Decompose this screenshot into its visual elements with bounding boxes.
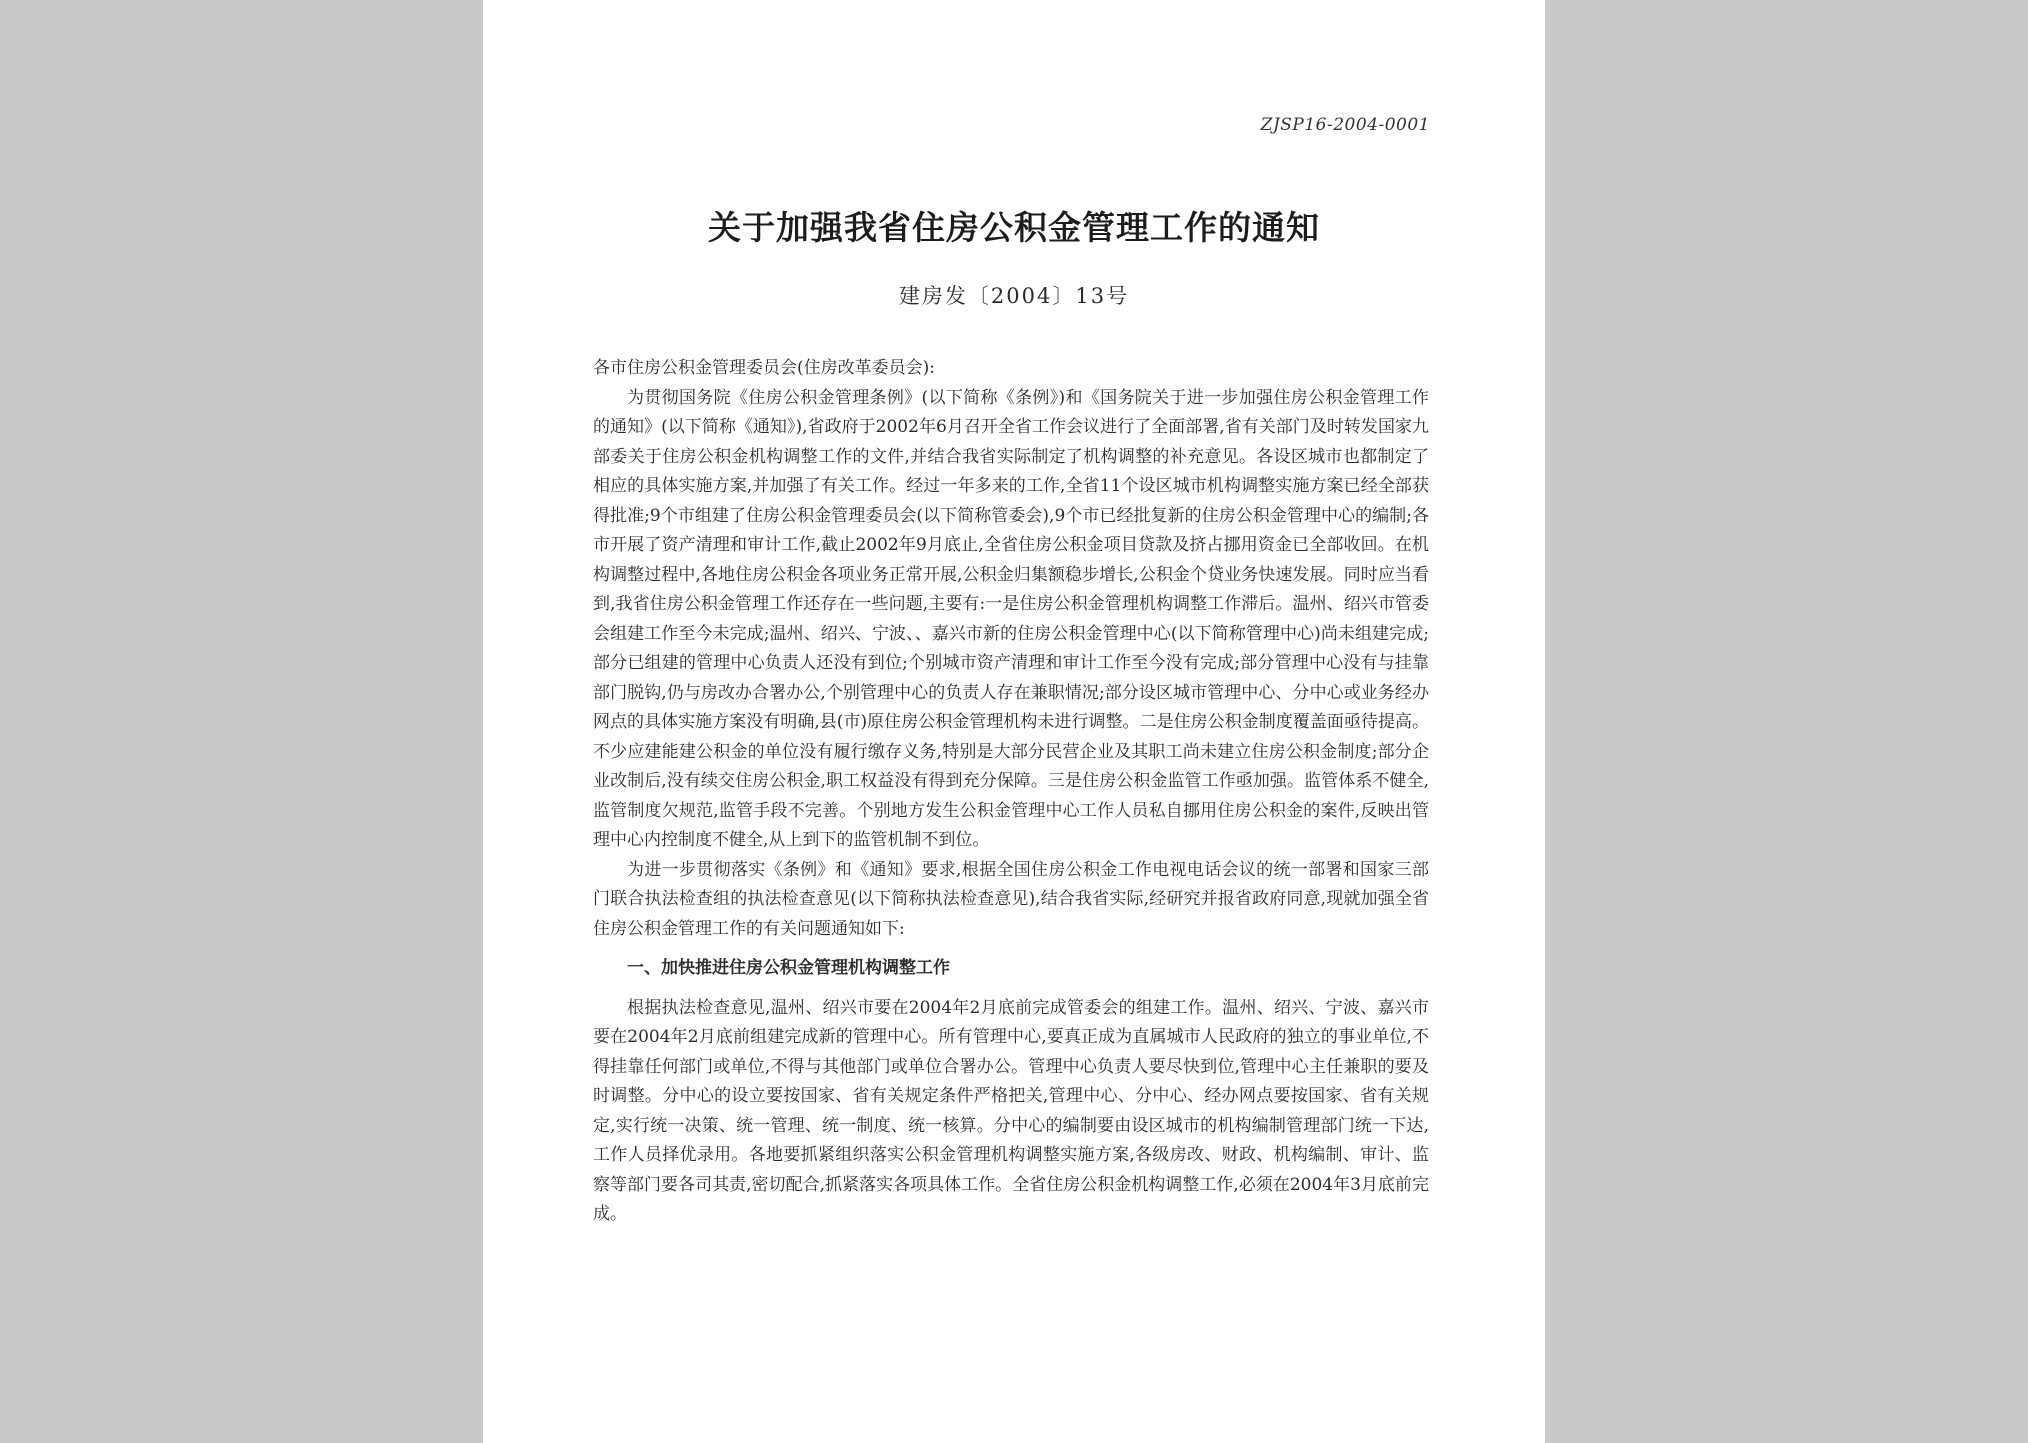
document-title: 关于加强我省住房公积金管理工作的通知: [708, 208, 1320, 247]
paragraph: 为进一步贯彻落实《条例》和《通知》要求,根据全国住房公积金工作电视电话会议的统一部署和国家三部门联合执法检查组的执法检查意见(以下简称执法检查意见),结合我省实际,经研究并报省政府同意,现就加强全省住房公积金管理工作的有关问题通知如下:: [593, 859, 1429, 939]
document-number: 建房发〔2004〕13号: [898, 284, 1130, 308]
paragraph: 为贯彻国务院《住房公积金管理条例》(以下简称《条例》)和《国务院关于进一步加强住房公积金管理工作的通知》(以下简称《通知》),省政府于2002年6月召开全省工作会议进行了全面部署,省有关部门及时转发国家九部委关于住房公积金机构调整工作的文件,并结合我省实际制定了机构调整的补充意见。各设区城市也都制定了相应的具体实施方案,并加强了有关工作。经过一年多来的工作,全省11个设区城市机构调整实施方案已经全部获得批准;9个市组建了住房公积金管理委员会(以下简称管委会),9个市已经批复新的住房公积金管理中心的编制;各市开展了资产清理和审计工作,截止2002年9月底止,全省住房公积金项目贷款及挤占挪用资金已全部收回。在机构调整过程中,各地住房公积金各项业务正常开展,公积金归集额稳步增长,公积金个贷业务快速发展。同时应当看到,我省住房公积金管理工作还存在一些问题,主要有:一是住房公积金管理机构调整工作滞后。温州、绍兴市管委会组建工作至今未完成;温州、绍兴、宁波、、嘉兴市新的住房公积金管理中心(以下简称管理中心)尚未组建完成;部分已组建的管理中心负责人还没有到位;个别城市资产清理和审计工作至今没有完成;部分管理中心没有与挂靠部门脱钩,仍与房改办合署办公,个别管理中心的负责人存在兼职情况;部分设区城市管理中心、分中心或业务经办网点的具体实施方案没有明确,县(市)原住房公积金管理机构未进行调整。二是住房公积金制度覆盖面亟待提高。不少应建能建公积金的单位没有履行缴存义务,特别是大部分民营企业及其职工尚未建立住房公积金制度;部分企业改制后,没有续交住房公积金,职工权益没有得到充分保障。三是住房公积金监管工作亟加强。监管体系不健全,监管制度欠规范,监管手段不完善。个别地方发生公积金管理中心工作人员私自挪用住房公积金的案件,反映出管理中心内控制度不健全,从上到下的监管机制不到位。: [593, 387, 1429, 850]
section-heading: 一、加快推进住房公积金管理机构调整工作: [627, 958, 950, 978]
document-code: ZJSP16-2004-0001: [1260, 115, 1430, 135]
section-paragraph: 根据执法检查意见,温州、绍兴市要在2004年2月底前完成管委会的组建工作。温州、绍兴、宁波、嘉兴市要在2004年2月底前组建完成新的管理中心。所有管理中心,要真正成为直属城市人民政府的独立的事业单位,不得挂靠任何部门或单位,不得与其他部门或单位合署办公。管理中心负责人要尽快到位,管理中心主任兼职的要及时调整。分中心的设立要按国家、省有关规定条件严格把关,管理中心、分中心、经办网点要按国家、省有关规定,实行统一决策、统一管理、统一制度、统一核算。分中心的编制要由设区城市的机构编制管理部门统一下达,工作人员择优录用。各地要抓紧组织落实公积金管理机构调整实施方案,各级房改、财政、机构编制、审计、监察等部门要各司其责,密切配合,抓紧落实各项具体工作。全省住房公积金机构调整工作,必须在2004年3月底前完成。: [593, 997, 1429, 1224]
document-body: [593, 354, 1429, 1230]
document-page: [483, 0, 1545, 1443]
salutation: 各市住房公积金管理委员会(住房改革委员会):: [593, 358, 935, 378]
